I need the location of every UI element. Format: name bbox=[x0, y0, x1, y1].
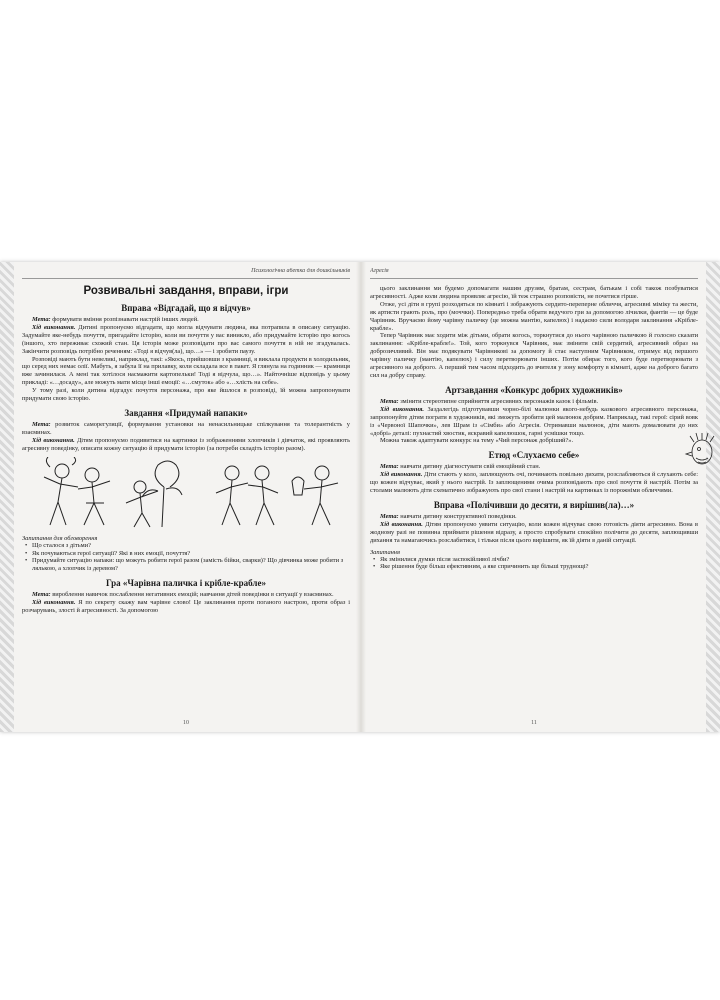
list-item: • Яке рішення буде більш ефективним, а яке спричинить ще більші труднощі? bbox=[380, 563, 698, 571]
goal-paragraph: Мета: навчати дитину діагностувати свій емоційний стан. bbox=[380, 463, 541, 471]
exercise-title: Завдання «Придумай напаки» bbox=[124, 407, 248, 418]
body-paragraph: Отже, усі діти в групі розходяться по кімнаті і зображують сердито-переперне обличчя, агресивні міміку та жести, як артисти грають роль, про (моччки). Попередньо треба обрати ведучого гри за допомогою лічилки, фантів — це буде Чарівник. Вручаємо йому чарівну паличку (це можна мантію, капелюх) і надаємо сили володаря заклинання «Крібле-крабле». bbox=[370, 300, 698, 332]
questions-title: Запитання bbox=[370, 548, 400, 556]
page-number-left: 10 bbox=[183, 720, 189, 724]
exercise-title: Вправа «Відгадай, що я відчув» bbox=[121, 303, 251, 313]
decorative-border-left bbox=[0, 262, 14, 732]
body-paragraph: Розповіді мають бути невеликі, наприклад, такі: «Якось, прийшовши з крамниці, я виклала продукти в холодильник, що серед них немає олії. Мабуть, я забула її на прилавку, коли складала все в пакет. Я глянула на годинник — крамниця вже зачинилася. А мені так хотілося насмажити картопельки! Тоді я відчула, що…». Найточніше відповідь у цьому прикладі: «…досаду», але можуть мати місце інші емоції: «…смуток» або «…хлість на себе». bbox=[22, 355, 350, 387]
questions-list bbox=[370, 556, 698, 572]
goal-paragraph: Мета: вироблення навичок послаблення негативних емоцій; навчання дітей поведінки в ситуації у взаєминах. bbox=[32, 591, 334, 599]
howto-paragraph: Хід виконання. Діти стають у коло, заплющують очі, починають повільно дихати, розслабляються й слухають себе: що кожен відчуває, який у нього настрій. Із заплющеними очима розповідають про свої почуття й настрій. Потім за столами малюють діти схематично зображують про свої стани і настрій на картинках із порожніми обличчями. bbox=[370, 471, 698, 495]
exercise-title: Артзавдання «Конкурс добрих художників» bbox=[445, 384, 623, 395]
left-page bbox=[22, 268, 350, 724]
questions-list bbox=[22, 542, 350, 574]
page-number-right: 11 bbox=[531, 720, 537, 724]
exercise-title: Вправа «Полічивши до десяти, я вирішив(ла)…» bbox=[433, 499, 635, 510]
list-item: • Як змінилися думки після заспокійливої лічби? bbox=[380, 556, 698, 564]
howto-paragraph: Хід виконання. Дитині пропонуємо відгадати, що могла відчувати людина, яка потрапила в описану ситуацію. Задумайте яке-небудь почуття, пригадайте історію, коли ви почуття у вас виникло, або придумайте історію про когось (іншого, хто переживає схожий стан. Ця історія може розповідати про вас самого почуття в ній не згадувалась. Закінчити розповідь потрібно реченням: «Тоді я відчув(ла), що…» — і зробити паузу. bbox=[22, 323, 350, 355]
goal-paragraph: Мета: навчати дитину конструктивної поведінки. bbox=[380, 512, 517, 520]
body-paragraph: Тепер Чарівник має ходити між дітьми, обрати когось, торкнутися до нього чарівною паличкою й голосно сказати заклинання: «Крібле-крабле!». Той, кого торкнувся Чарівник, має змінити свій сердитий, агресивний образ на доброзичливий. Він має подякувати Чарівникові за допомогу й стає наступним Чарівником, отримує від першого чарівну паличку (мантію, капелюх) і силу перетворювати інших. Потім обирає того, кого буде перетворювати з агресивного на доброго. А перший тим часом підходить до вчителя у зону комфорту в кімнаті, адже на доброго багато сил на добру справу. bbox=[370, 332, 698, 379]
list-item: • Придумайте ситуацію напаки: що можуть робити герої разом (замість бійки, сварки)? Що дівчинка може робити з лялькою, а хлопчик із деревом? bbox=[32, 557, 350, 573]
list-item: • Що сталося з дітьми? bbox=[32, 542, 350, 550]
goal-paragraph: Мета: формувати вміння розпізнавати настрій інших людей. bbox=[32, 316, 199, 323]
children-illustration-icon bbox=[22, 457, 350, 531]
goal-paragraph: Мета: змінити стереотипне сприйняття агресивних персонажів казок і фільмів. bbox=[380, 397, 599, 405]
body-paragraph: У тому разі, коли дитина відгадує почуття персонажа, про яке йшлося в розповіді, їй можна запропонувати придумати свою історію. bbox=[22, 387, 350, 403]
exercise-title: Етюд «Слухаємо себе» bbox=[488, 450, 580, 461]
questions-title: Запитання для обговорення bbox=[22, 534, 98, 542]
running-head-left: Психологічна абетка для дошкільників bbox=[22, 268, 350, 279]
right-page bbox=[370, 268, 698, 724]
list-item: • Як почуваються герої ситуації? Які в них емоції, почуття? bbox=[32, 550, 350, 558]
running-head-right: Агресія bbox=[370, 268, 698, 279]
bird-drawing-icon bbox=[684, 432, 720, 468]
book-gutter bbox=[356, 262, 366, 732]
howto-paragraph: Хід виконання. Заздалегідь підготувавши чорно-білі малюнки якого-небудь казкового агресивного персонажа, запропонуйте дітям пограти в художників, які зможуть зробити цей малюнок добрим. Наприклад, такі герої: сірий вовк із «Червоної Шапочки», лев Шрам із «Сімби» або Агресія. Отримавши малюнок, діти мають домалювати до них «добрі» деталі: пухнастий хвостик, яскравий капелюшок, гарні усмішки тощо. bbox=[370, 405, 698, 437]
children-fighting-illustration bbox=[22, 457, 350, 531]
body-paragraph: цього заклинання ми будемо допомагати нашим друзям, братам, сестрам, батькам і собі також позбуватися агресивності. Адже коли людина проявляє агресію, їй теж страшно розповісти, не почетися гірше. bbox=[370, 285, 698, 300]
howto-paragraph: Хід виконання. Дітям пропонуємо уявити ситуацію, коли кожен відчуває свою готовість діяти агресивно. Вона в жодному разі не повинна приймати рішення відразу, а просто спробувати спокійно полічити до десяти, заплющивши дихання та намагаючись розслабитися, і тільки після цього вирішити, як їй діяти в даній ситуації. bbox=[370, 520, 698, 544]
body-paragraph: Можна також адаптувати конкурс на тему «Чий персонаж добріший?». bbox=[380, 437, 574, 445]
section-title: Розвивальні завдання, вправи, ігри bbox=[83, 285, 289, 297]
goal-paragraph: Мета: розвиток саморегуляції, формування установки на ненасильницьке спілкування та толерантність у взаєминах. bbox=[22, 420, 350, 436]
howto-paragraph: Хід виконання. Дітям пропонуємо подивитися на картинки із зображеннями хлопчиків і дівчаток, які проявляють агресивну поведінку, описати кожну ситуацію й придумати історію (за потреби складіть історію разом). bbox=[22, 436, 350, 452]
howto-paragraph: Хід виконання. Я по секрету скажу вам чарівне слово! Це заклинання проти поганого настрою, проти образ і розчарувань, злості й агресивності. За допомогою bbox=[22, 599, 350, 615]
exercise-title: Гра «Чарівна паличка і крібле-крабле» bbox=[106, 578, 266, 589]
decorative-border-right bbox=[706, 262, 720, 732]
